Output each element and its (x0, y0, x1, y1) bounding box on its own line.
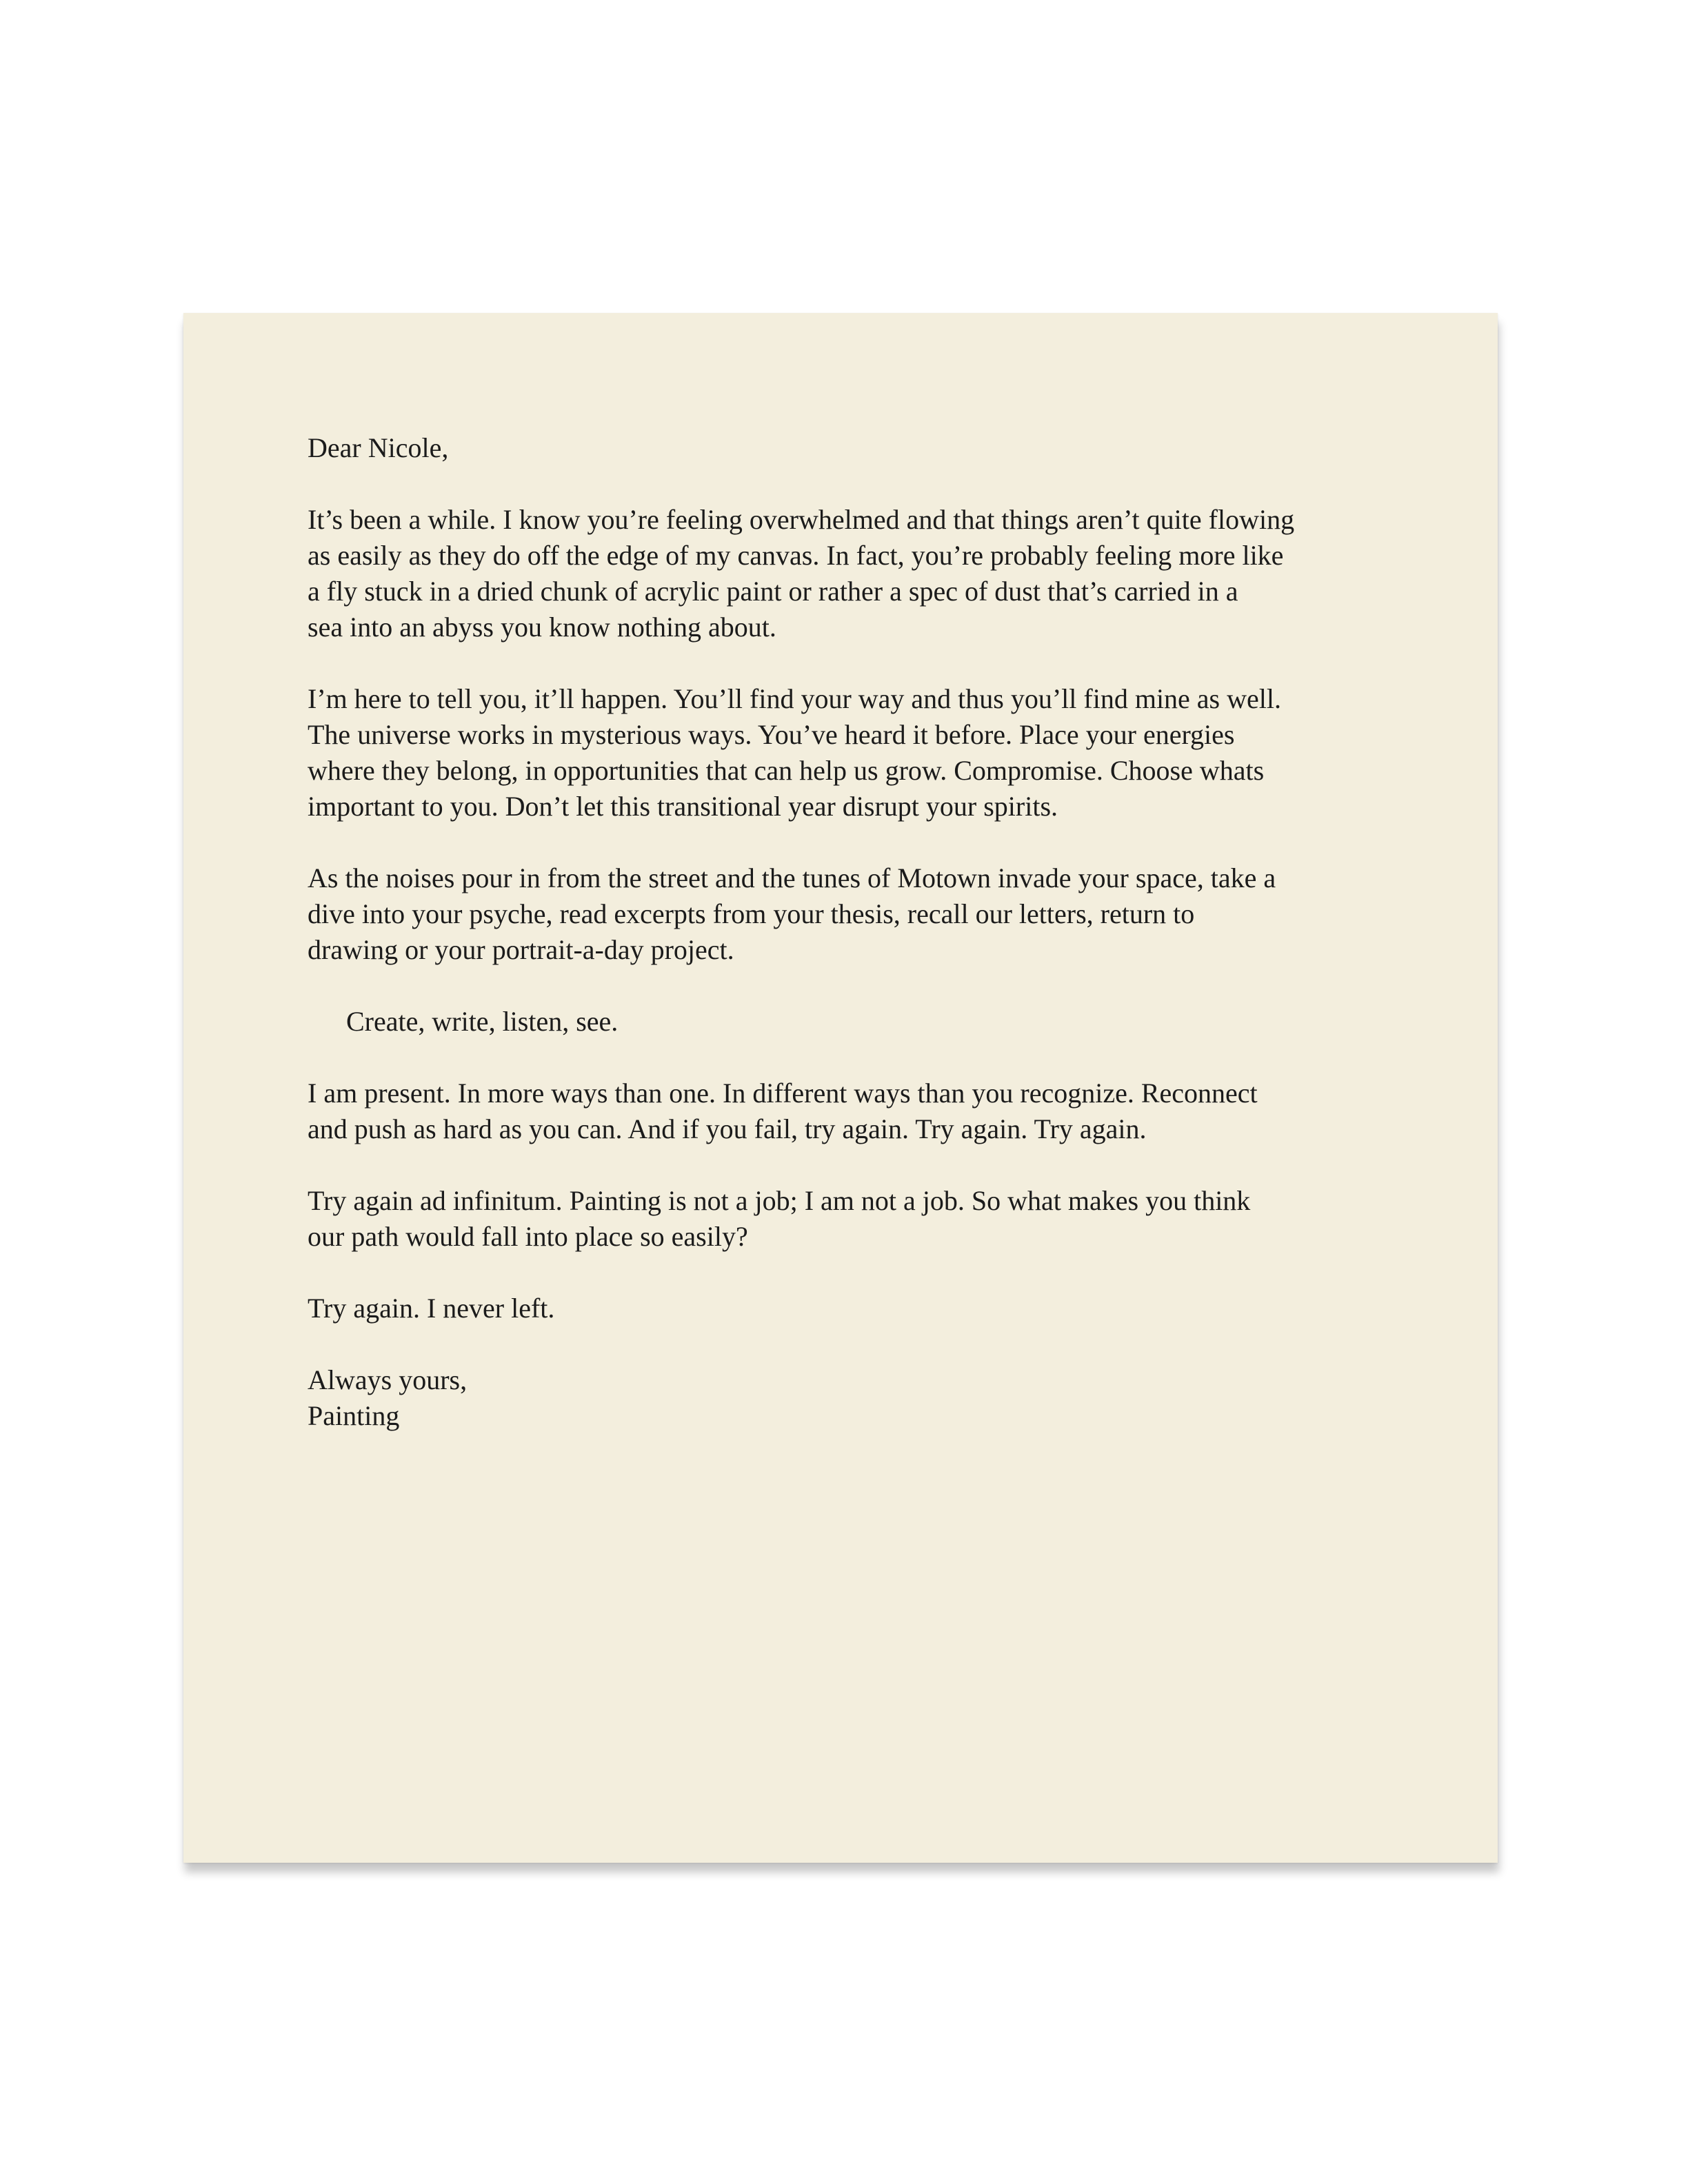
paragraph-6-line: our path would fall into place so easily? (308, 1221, 748, 1252)
signature: Painting (308, 1400, 400, 1431)
paragraph-2-line: where they belong, in opportunities that can help us grow. Compromise. Choose whats (308, 755, 1265, 786)
paragraph-1-line: as easily as they do off the edge of my canvas. In fact, you’re probably feeling more like (308, 540, 1284, 571)
paragraph-2-line: I’m here to tell you, it’ll happen. You’ll find your way and thus you’ll find mine as well. (308, 683, 1281, 714)
paragraph-2-line: important to you. Don’t let this transitional year disrupt your spirits. (308, 791, 1058, 822)
paragraph-3-line: As the noises pour in from the street and the tunes of Motown invade your space, take a (308, 862, 1276, 893)
paragraph-3-line: dive into your psyche, read excerpts from your thesis, recall our letters, return to (308, 898, 1195, 929)
paragraph-2 (308, 681, 1411, 825)
paragraph-1 (308, 502, 1411, 645)
paragraph-6-line: Try again ad infinitum. Painting is not a job; I am not a job. So what makes you think (308, 1185, 1251, 1216)
paragraph-2-line: The universe works in mysterious ways. You’ve heard it before. Place your energies (308, 719, 1235, 750)
closing (308, 1362, 1411, 1434)
salutation: Dear Nicole, (308, 432, 449, 463)
paragraph-1-line: It’s been a while. I know you’re feeling overwhelmed and that things aren’t quite flowing (308, 504, 1295, 535)
paragraph-4: Create, write, listen, see. (346, 1006, 619, 1037)
paragraph-1-line: a fly stuck in a dried chunk of acrylic paint or rather a spec of dust that’s carried in a (308, 576, 1238, 607)
paragraph-3 (308, 860, 1411, 968)
paragraph-5-line: and push as hard as you can. And if you fail, try again. Try again. Try again. (308, 1113, 1147, 1144)
closing-line: Always yours, (308, 1364, 468, 1395)
paragraph-7: Try again. I never left. (308, 1293, 555, 1324)
paragraph-1-line: sea into an abyss you know nothing about. (308, 611, 776, 643)
letter-body (308, 430, 1411, 1434)
paragraph-6 (308, 1183, 1411, 1255)
paragraph-5-line: I am present. In more ways than one. In different ways than you recognize. Reconnect (308, 1078, 1258, 1109)
paragraph-3-line: drawing or your portrait-a-day project. (308, 934, 734, 965)
letter-sheet (183, 313, 1498, 1863)
paragraph-5 (308, 1075, 1411, 1147)
